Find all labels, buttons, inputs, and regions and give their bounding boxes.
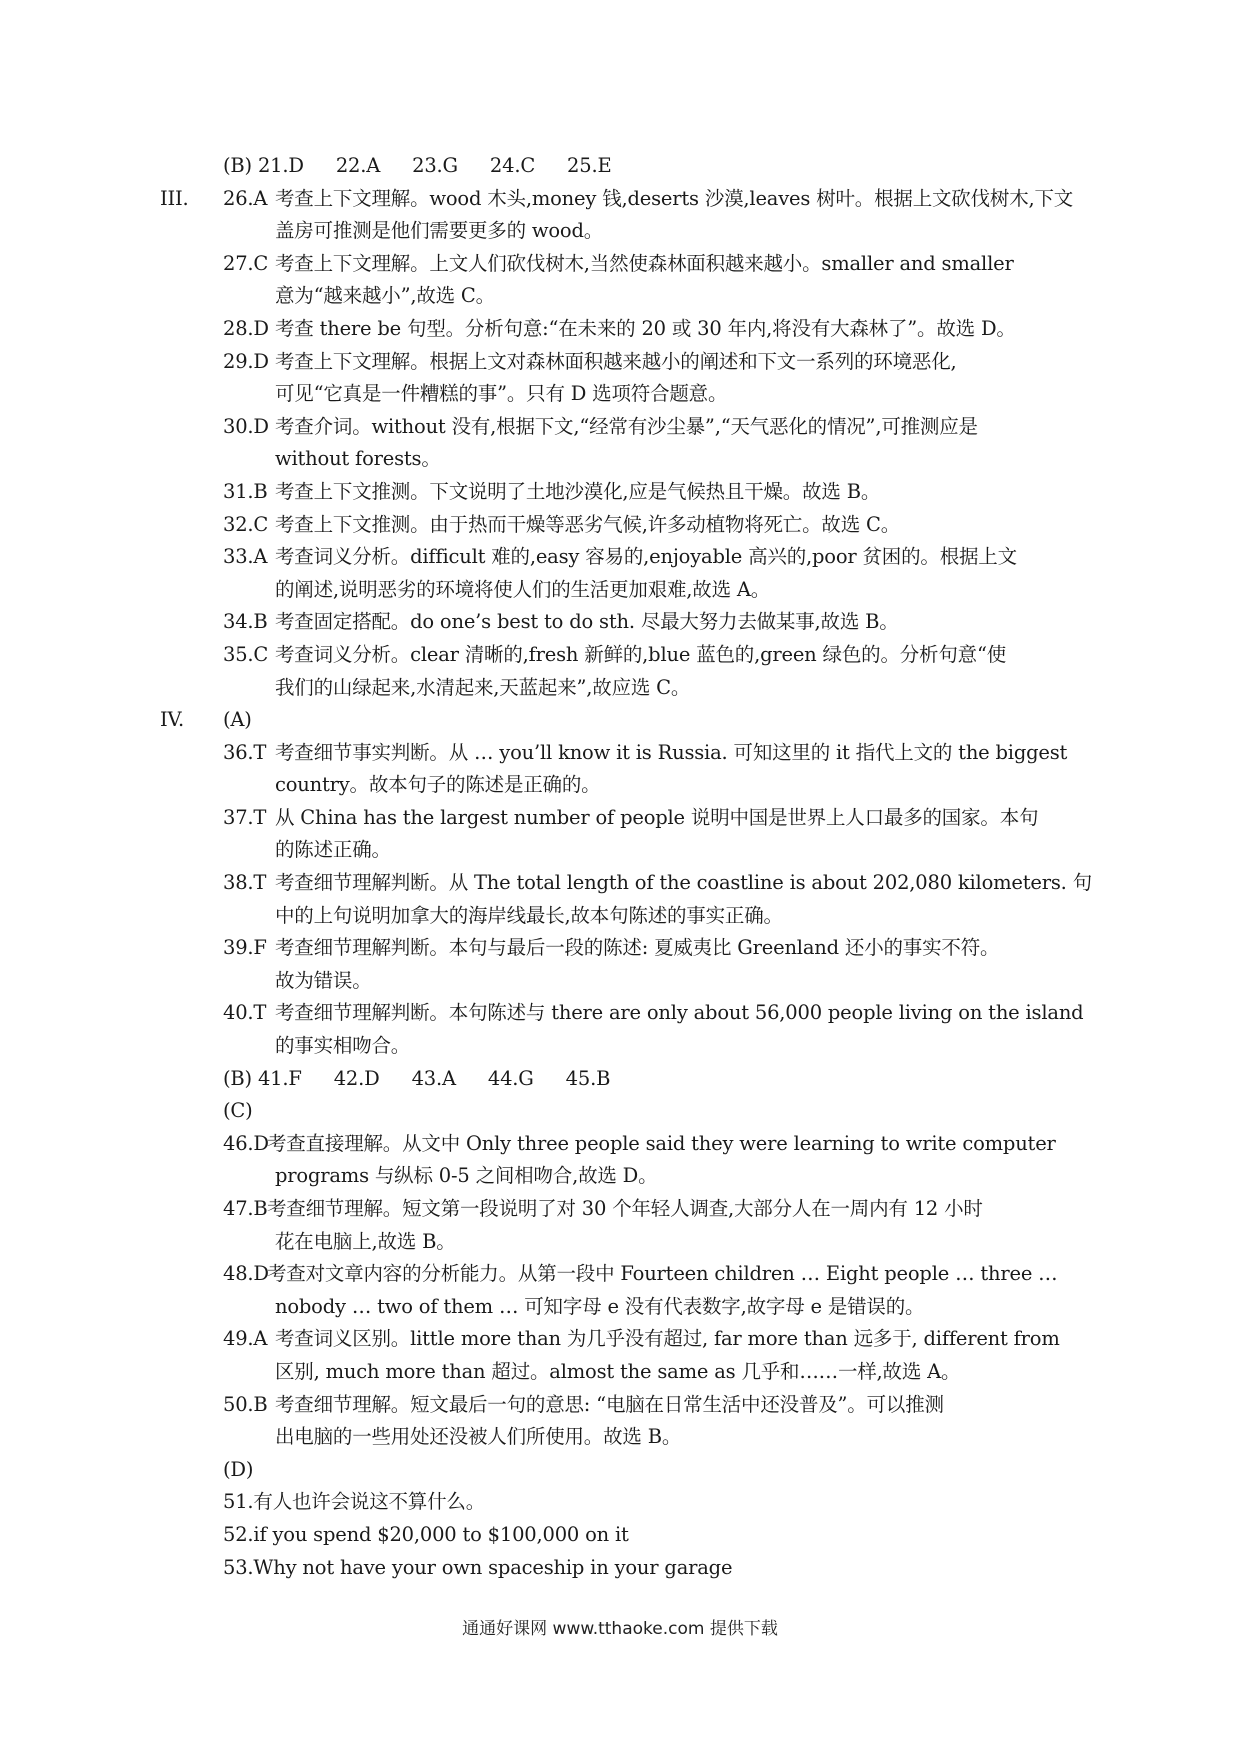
answer: 24.C bbox=[489, 154, 536, 177]
explanation-line: 考查细节理解判断。本句陈述与 there are only about 56,000 people living on the island bbox=[275, 1001, 1084, 1025]
explanation-line: 花在电脑上,故选 B。 bbox=[275, 1229, 456, 1253]
explanation-line: 的事实相吻合。 bbox=[275, 1034, 411, 1058]
section-heading bbox=[160, 704, 1090, 737]
item-number: 34.B bbox=[223, 610, 268, 634]
explanation-line: without forests。 bbox=[275, 447, 441, 471]
item-number: 39.F bbox=[223, 936, 267, 960]
answer-item bbox=[160, 1258, 1090, 1323]
explanation-line: 考查词义分析。clear 清晰的,fresh 新鲜的,blue 蓝色的,green 绿色的。分析句意“使 bbox=[275, 642, 1007, 666]
answer: 22.A bbox=[335, 154, 381, 177]
item-number: 27.C bbox=[223, 251, 269, 275]
item-number: 49.A bbox=[223, 1327, 268, 1351]
explanation-line: 考查对文章内容的分析能力。从第一段中 Fourteen children … Eight people … three … bbox=[267, 1262, 1058, 1286]
section-number: IV. bbox=[160, 708, 184, 732]
explanation-line: 考查上下文推测。下文说明了土地沙漠化,应是气候热且干燥。故选 B。 bbox=[275, 479, 881, 503]
answer-item: 52.if you spend $20,000 to $100,000 on it bbox=[223, 1522, 629, 1546]
item-number: 36.T bbox=[223, 740, 267, 764]
explanation-line: 我们的山绿起来,水清起来,天蓝起来”,故应选 C。 bbox=[275, 675, 691, 699]
part-label: (B) bbox=[223, 154, 252, 177]
item-number: 26.A bbox=[223, 186, 268, 210]
explanation-line: 意为“越来越小”,故选 C。 bbox=[275, 284, 495, 308]
answer: 42.D bbox=[333, 1066, 380, 1090]
answer-item: 53.Why not have your own spaceship in your garage bbox=[223, 1555, 733, 1579]
answer-item: 51.有人也许会说这不算什么。 bbox=[223, 1490, 486, 1514]
item-number: 47.B bbox=[223, 1197, 268, 1220]
answer-item bbox=[160, 346, 1090, 411]
explanation-line: 考查细节事实判断。从 … you’ll know it is Russia. 可知这里的 it 指代上文的 the biggest bbox=[275, 740, 1068, 764]
explanation-line: 考查细节理解判断。本句与最后一段的陈述: 夏威夷比 Greenland 还小的事实不符。 bbox=[275, 936, 1000, 960]
part-label: (C) bbox=[223, 1099, 253, 1123]
part-label: (B) bbox=[223, 1066, 252, 1090]
section-number: III. bbox=[160, 186, 189, 210]
answer-item bbox=[160, 313, 1090, 346]
answer-item bbox=[160, 1128, 1090, 1193]
explanation-line: 考查 there be 句型。分析句意:“在未来的 20 或 30 年内,将没有大森林了”。故选 D。 bbox=[275, 316, 1016, 340]
answer-item bbox=[160, 411, 1090, 476]
explanation-line: programs 与纵标 0-5 之间相吻合,故选 D。 bbox=[275, 1164, 658, 1188]
explanation-line: 可见“它真是一件糟糕的事”。只有 D 选项符合题意。 bbox=[275, 382, 728, 406]
explanation-line: 考查介词。without 没有,根据下文,“经常有沙尘暴”,“天气恶化的情况”,可推测应是 bbox=[275, 414, 978, 438]
answer-item bbox=[160, 802, 1090, 867]
answer: 25.E bbox=[567, 154, 612, 177]
part-label: (A) bbox=[223, 708, 252, 732]
answer: 45.B bbox=[565, 1066, 611, 1090]
answer-item bbox=[160, 476, 1090, 509]
explanation-line: 考查上下文推测。由于热而干燥等恶劣气候,许多动植物将死亡。故选 C。 bbox=[275, 512, 901, 536]
item-number: 32.C bbox=[223, 512, 269, 536]
answer-item bbox=[160, 248, 1090, 313]
explanation-line: 的陈述正确。 bbox=[275, 838, 391, 862]
answer-item bbox=[160, 606, 1090, 639]
answer-item bbox=[160, 639, 1090, 704]
page-footer: 通通好课网 www.tthaoke.com 提供下载 bbox=[462, 1619, 778, 1639]
explanation-line: 考查词义分析。difficult 难的,easy 容易的,enjoyable 高兴的,poor 贫困的。根据上文 bbox=[275, 545, 1017, 569]
explanation-line: 考查词义区别。little more than 为几乎没有超过, far more than 远多于, different from bbox=[275, 1327, 1060, 1351]
item-number: 31.B bbox=[223, 479, 268, 503]
item-number: 35.C bbox=[223, 642, 269, 666]
item-number: 48.D bbox=[223, 1262, 269, 1286]
answer-item bbox=[160, 541, 1090, 606]
explanation-line: 考查细节理解。短文最后一句的意思: “电脑在日常生活中还没普及”。可以推测 bbox=[275, 1392, 944, 1416]
explanation-line: 从 China has the largest number of people 说明中国是世界上人口最多的国家。本句 bbox=[275, 805, 1039, 829]
item-number: 30.D bbox=[223, 414, 269, 438]
part-label: (D) bbox=[223, 1457, 254, 1481]
answer-row-b-41-45 bbox=[160, 1063, 1090, 1096]
item-number: 37.T bbox=[223, 805, 267, 829]
explanation-line: 故为错误。 bbox=[275, 968, 372, 992]
answer-item bbox=[160, 1323, 1090, 1388]
explanation-line: 考查细节理解判断。从 The total length of the coastline is about 202,080 kilometers. 句 bbox=[275, 871, 1092, 895]
explanation-line: 区别, much more than 超过。almost the same as 几乎和……一样,故选 A。 bbox=[275, 1359, 961, 1383]
item-number: 38.T bbox=[223, 871, 267, 895]
item-number: 46.D bbox=[223, 1131, 269, 1155]
answer: 43.A bbox=[411, 1066, 456, 1090]
explanation-line: 下文盖房可推测是他们需要更多的 wood。 bbox=[275, 186, 1074, 243]
explanation-line: nobody … two of them … 可知字母 e 没有代表数字,故字母 e 是错误的。 bbox=[275, 1294, 925, 1318]
answer: 23.G bbox=[412, 154, 458, 177]
explanation-line: 出电脑的一些用处还没被人们所使用。故选 B。 bbox=[275, 1425, 682, 1449]
answer-item bbox=[160, 1193, 1090, 1258]
explanation-line: 考查直接理解。从文中 Only three people said they were learning to write computer bbox=[267, 1131, 1056, 1155]
item-number: 28.D bbox=[223, 316, 269, 340]
item-number: 50.B bbox=[223, 1392, 268, 1416]
answer-item bbox=[160, 997, 1090, 1062]
item-number: 29.D bbox=[223, 349, 269, 373]
item-number: 33.A bbox=[223, 545, 268, 569]
explanation-line: 考查固定搭配。do one’s best to do sth. 尽最大努力去做某事,故选 B。 bbox=[275, 610, 899, 634]
explanation-line: 考查上下文理解。根据上文对森林面积越来越小的阐述和下文一系列的环境恶化, bbox=[275, 349, 957, 373]
answer: 21.D bbox=[257, 154, 304, 177]
explanation-line: 中的上句说明加拿大的海岸线最长,故本句陈述的事实正确。 bbox=[275, 903, 783, 927]
answer: 44.G bbox=[487, 1066, 534, 1090]
answer-item bbox=[160, 183, 1090, 248]
answer-item bbox=[160, 932, 1090, 997]
item-number: 40.T bbox=[223, 1001, 267, 1025]
answer-row-b-21-25 bbox=[160, 150, 1090, 183]
explanation-line: 考查细节理解。短文第一段说明了对 30 个年轻人调查,大部分人在一周内有 12 小时 bbox=[267, 1197, 983, 1220]
explanation-line: 考查上下文理解。上文人们砍伐树木,当然使森林面积越来越小。smaller and smaller bbox=[275, 251, 1014, 275]
explanation-line: 考查上下文理解。wood 木头,money 钱,deserts 沙漠,leaves 树叶。根据上文砍伐树木, bbox=[275, 186, 1035, 210]
answer-item bbox=[160, 737, 1090, 802]
explanation-line: country。故本句子的陈述是正确的。 bbox=[275, 773, 601, 797]
answer-item bbox=[160, 1389, 1090, 1454]
explanation-line: 的阐述,说明恶劣的环境将使人们的生活更加艰难,故选 A。 bbox=[275, 577, 771, 601]
answer-item bbox=[160, 867, 1090, 932]
answer: 41.F bbox=[257, 1066, 302, 1090]
answer-key-content bbox=[160, 150, 1090, 1584]
answer-item bbox=[160, 509, 1090, 542]
